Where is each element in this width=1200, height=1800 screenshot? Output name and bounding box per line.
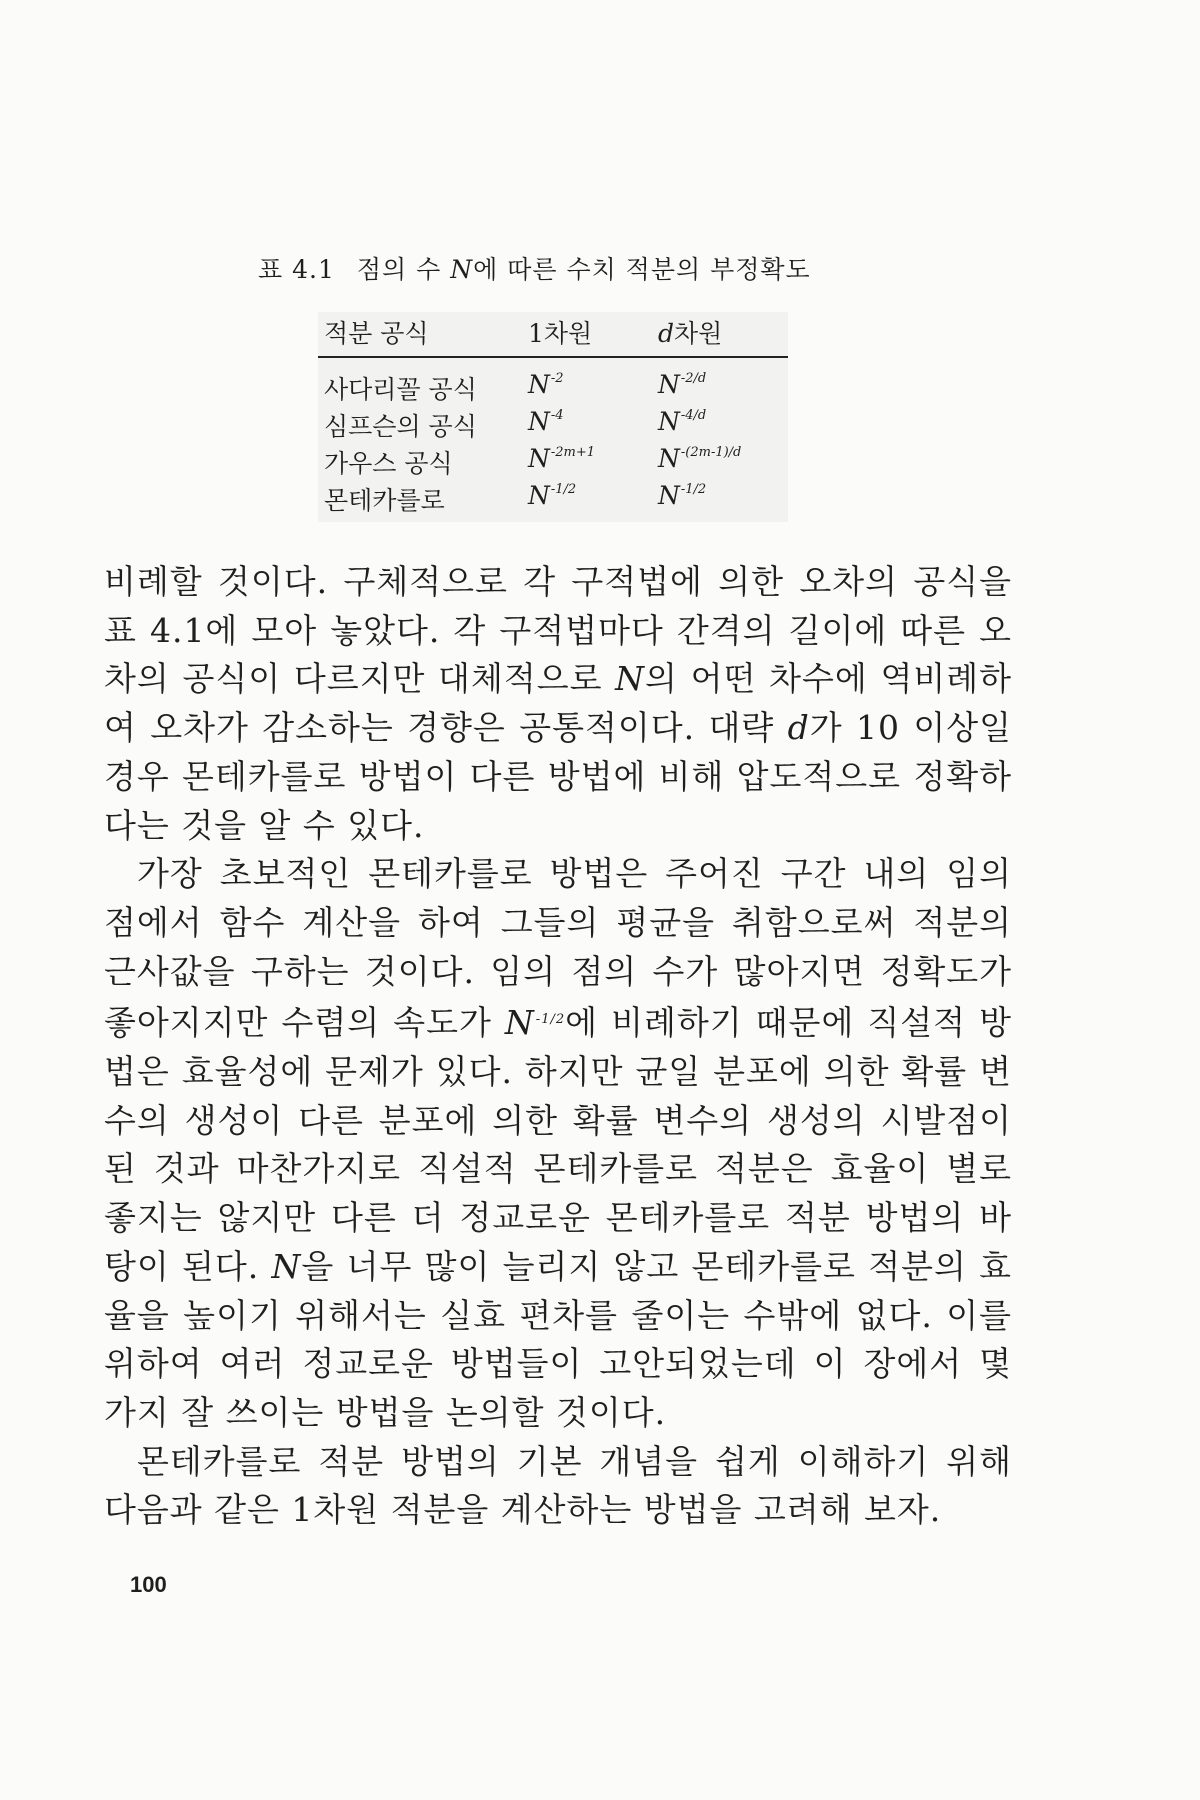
row-error-1d: $N^{-4}$: [528, 407, 564, 436]
row-formula: 가우스 공식: [324, 449, 453, 478]
table-row: [318, 442, 788, 479]
table-caption-variable: N: [450, 255, 474, 284]
row-formula: 사다리꼴 공식: [324, 375, 477, 404]
header-formula: 적분 공식: [324, 319, 429, 348]
variable-n: N: [615, 659, 646, 699]
exponent: -1/2: [535, 1012, 566, 1028]
row-error-dd: $N^{-(2m-1)/d}$: [658, 444, 742, 473]
page-number: 100: [130, 1572, 167, 1597]
paragraph-2: 가장 초보적인 몬테카를로 방법은 주어진 구간 내의 임의 점에서 함수 계산을 하여 그들의 평균을 취함으로써 적분의 근사값을 구하는 것이다. 임의 점의 수가 많아지면 정확도가 좋아지지만 수렴의 속도가 $N^{-1/2}$에 비례하기 때문에 직설적 방법은 효율성에 문제가 있다. 하지만 균일 분포에 의한 확률 변수의 생성이 다른 분포에 의한 확률 변수의 생성의 시발점이 된 것과 마찬가지로 직설적 몬테카를로 적분은 효율이 별로 좋지는 않지만 다른 더 정교로운 몬테카를로 적분 방법의 바탕이 된다. N을 너무 많이 늘리지 않고 몬테카를로 적분의 효율을 높이기 위해서는 실효 편차를 줄이는 수밖에 없다. 이를 위하여 여러 정교로운 방법들이 고안되었는데 이 장에서 몇 가지 잘 쓰이는 방법을 논의할 것이다.: [104, 854, 1024, 1432]
header-one-dim: 1차원: [528, 319, 593, 348]
variable-n: N: [504, 1003, 535, 1043]
table-caption: [258, 250, 811, 286]
variable-n: N: [271, 1246, 302, 1286]
row-formula: 심프슨의 공식: [324, 412, 477, 441]
header-d-variable: d: [658, 319, 675, 348]
row-error-dd: $N^{-2/d}$: [658, 370, 707, 399]
paragraph-3: 몬테카를로 적분 방법의 기본 개념을 쉽게 이해하기 위해 다음과 같은 1차원 적분을 계산하는 방법을 고려해 보자.: [104, 1441, 1024, 1530]
header-d-dim: [658, 314, 722, 350]
variable-d: d: [787, 708, 810, 748]
row-error-dd: $N^{-4/d}$: [658, 407, 707, 436]
table-body: [318, 358, 788, 522]
paragraph-1: 비례할 것이다. 구체적으로 각 구적법에 의한 오차의 공식을 표 4.1에 모아 놓았다. 각 구적법마다 간격의 길이에 따른 오차의 공식이 다르지만 대체적으로 N의 어떤 차수에 역비례하여 오차가 감소하는 경향은 공통적이다. 대략 d가 10 이상일 경우 몬테카를로 방법이 다른 방법에 비해 압도적으로 정확하다는 것을 알 수 있다.: [104, 562, 1024, 845]
table-row: [318, 479, 788, 516]
header-d-suffix: 차원: [674, 319, 723, 348]
row-formula: 몬테카를로: [324, 486, 445, 515]
row-error-1d: $N^{-2m+1}$: [528, 444, 596, 473]
integration-error-table: [318, 312, 788, 522]
row-error-dd: $N^{-1/2}$: [658, 481, 707, 510]
row-error-1d: $N^{-1/2}$: [528, 481, 577, 510]
table-row: [318, 405, 788, 442]
table-caption-title-pre: 점의 수: [356, 255, 451, 284]
table-caption-title-post: 에 따른 수치 적분의 부정확도: [473, 255, 811, 284]
table-header-row: [318, 312, 788, 358]
table-caption-label: 표 4.1: [258, 255, 335, 284]
body-text: [104, 558, 1024, 1535]
row-error-1d: $N^{-2}$: [528, 370, 564, 399]
table-row: [318, 368, 788, 405]
